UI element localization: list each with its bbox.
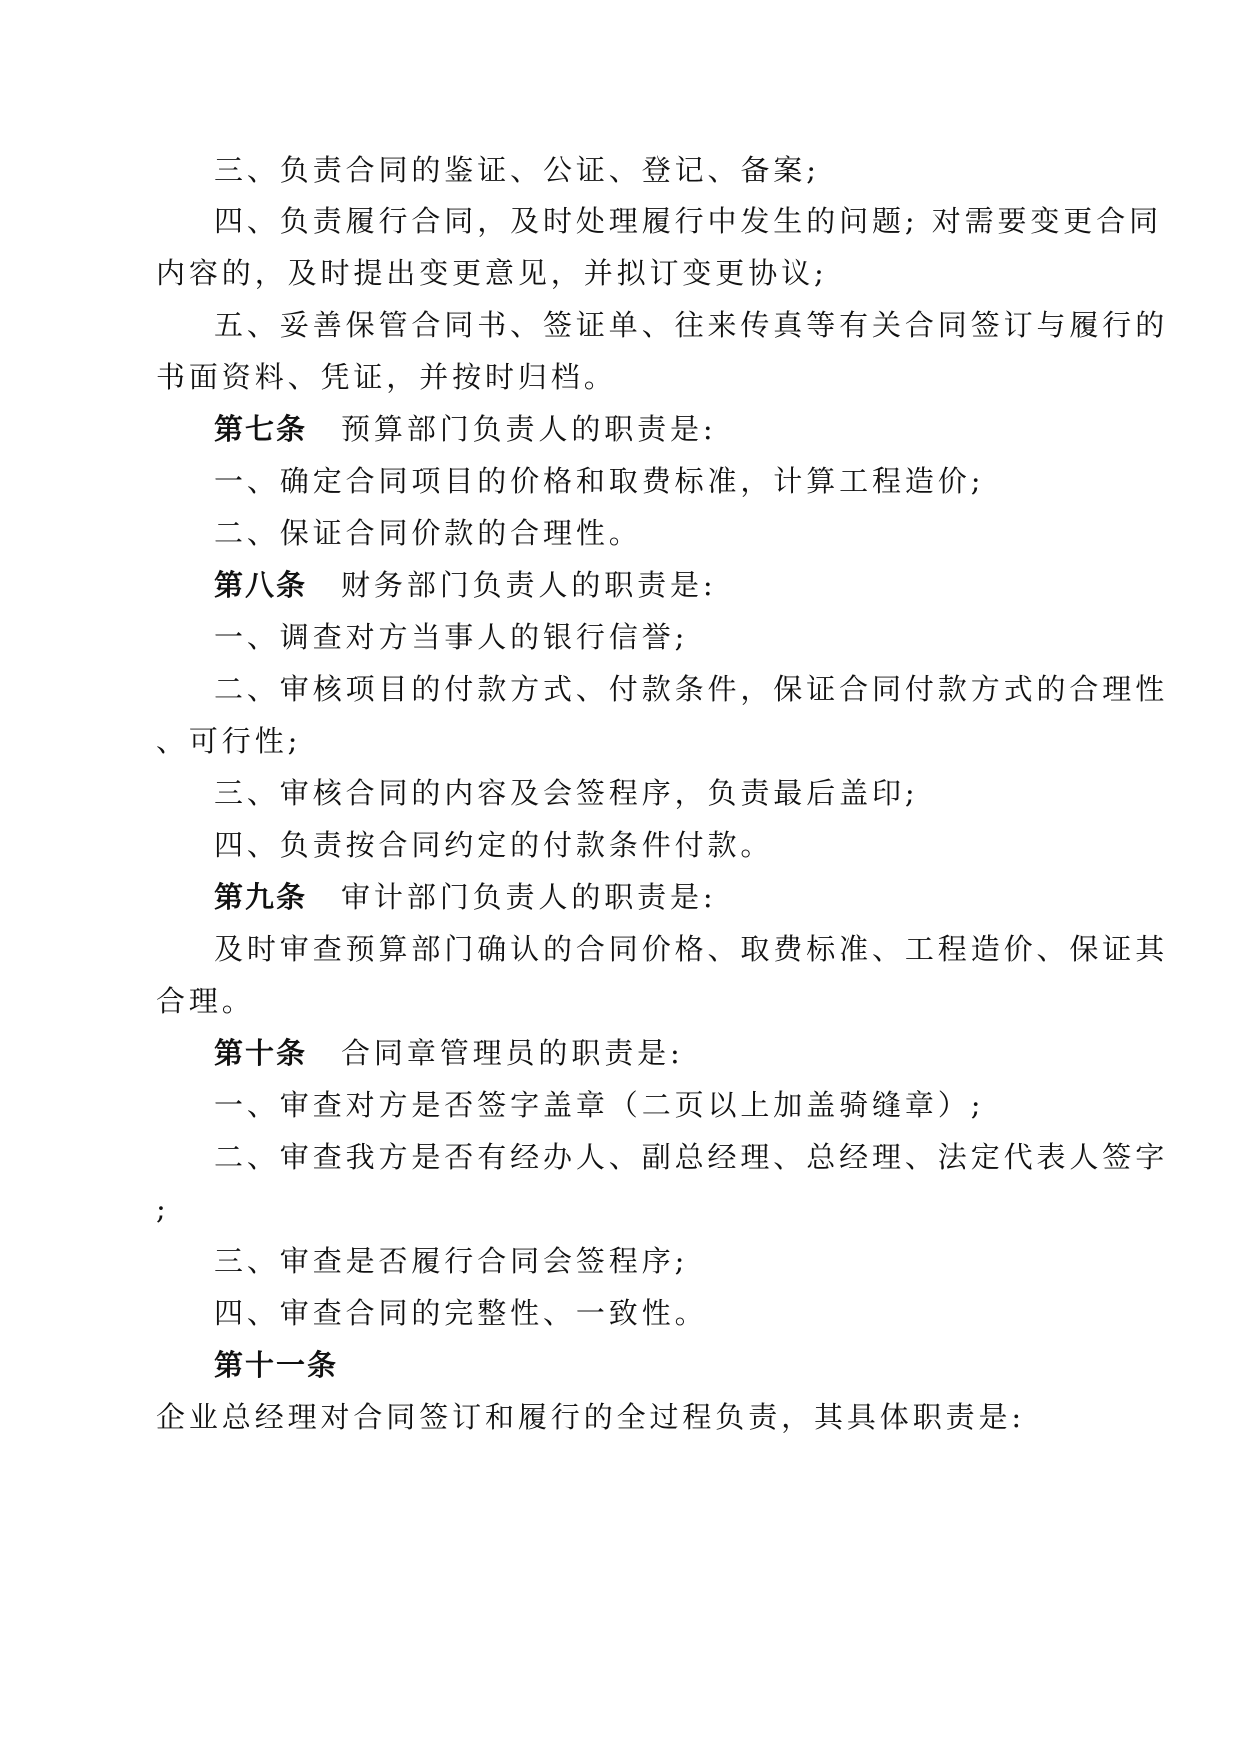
- list-item: 合理。: [156, 984, 255, 1018]
- article-heading: 第十条: [214, 1036, 308, 1070]
- article-7: [214, 411, 1066, 447]
- article-title: 财务部门负责人的职责是:: [341, 568, 717, 602]
- list-item: 、可行性;: [156, 724, 302, 758]
- list-item: ;: [156, 1192, 170, 1226]
- paragraph-line: 书面资料、凭证，并按时归档。: [156, 360, 617, 394]
- list-item: 一、确定合同项目的价格和取费标准，计算工程造价;: [214, 464, 985, 498]
- article-heading: 第八条: [214, 568, 308, 602]
- article-title: 预算部门负责人的职责是:: [341, 412, 717, 446]
- article-heading: 第九条: [214, 880, 308, 914]
- list-item: 二、审核项目的付款方式、付款条件，保证合同付款方式的合理性: [214, 672, 1169, 706]
- list-item: 三、审查是否履行合同会签程序;: [214, 1244, 689, 1278]
- paragraph-line: 三、负责合同的鉴证、公证、登记、备案;: [214, 153, 820, 187]
- paragraph-line: 企业总经理对合同签订和履行的全过程负责，其具体职责是:: [156, 1400, 1026, 1434]
- article-10: [214, 1035, 1066, 1071]
- paragraph-line: 内容的，及时提出变更意见，并拟订变更协议;: [156, 256, 828, 290]
- list-item: 四、负责按合同约定的付款条件付款。: [214, 828, 774, 862]
- list-item: 二、审查我方是否有经办人、副总经理、总经理、法定代表人签字: [214, 1140, 1169, 1174]
- article-8: [214, 567, 1066, 603]
- paragraph-line: 四、负责履行合同，及时处理履行中发生的问题; 对需要变更合同: [214, 204, 1162, 238]
- article-title: 合同章管理员的职责是:: [341, 1036, 684, 1070]
- article-title: 审计部门负责人的职责是:: [341, 880, 717, 914]
- list-item: 及时审查预算部门确认的合同价格、取费标准、工程造价、保证其: [214, 932, 1169, 966]
- paragraph-line: 五、妥善保管合同书、签证单、往来传真等有关合同签订与履行的: [214, 308, 1169, 342]
- article-9: [214, 879, 1066, 915]
- article-heading: 第十一条: [214, 1348, 339, 1382]
- list-item: 二、保证合同价款的合理性。: [214, 516, 642, 550]
- article-heading: 第七条: [214, 412, 308, 446]
- article-11: [214, 1347, 1066, 1383]
- list-item: 四、审查合同的完整性、一致性。: [214, 1296, 708, 1330]
- list-item: 三、审核合同的内容及会签程序，负责最后盖印;: [214, 776, 919, 810]
- list-item: 一、调查对方当事人的银行信誉;: [214, 620, 689, 654]
- list-item: 一、审查对方是否签字盖章（二页以上加盖骑缝章）;: [214, 1088, 985, 1122]
